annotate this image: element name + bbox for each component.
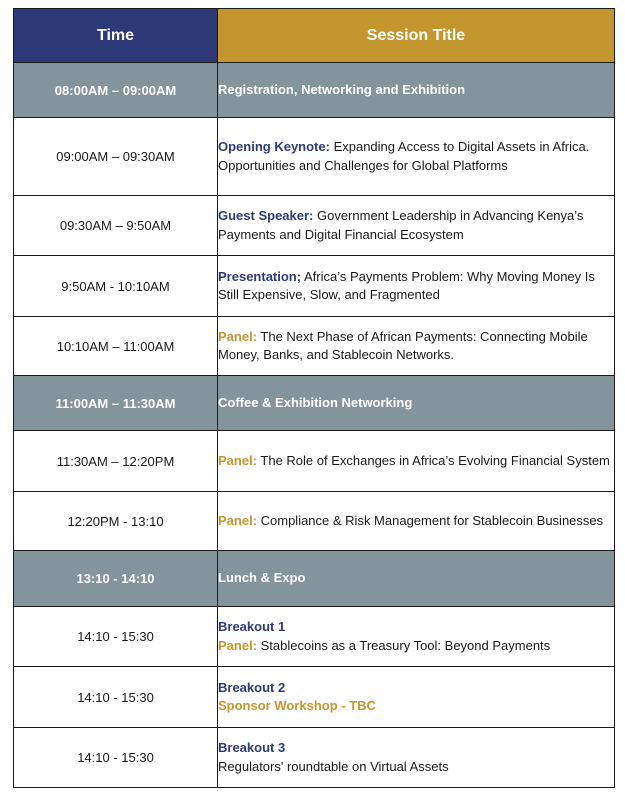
session-description: Stablecoins as a Treasury Tool: Beyond Payments — [257, 637, 551, 653]
header-row — [14, 9, 615, 63]
time-cell: 14:10 - 15:30 — [14, 667, 218, 728]
time-cell: 11:00AM – 11:30AM — [14, 376, 218, 431]
time-cell: 11:30AM – 12:20PM — [14, 431, 218, 492]
break-row — [14, 63, 615, 118]
breakout-label: Breakout 1 — [218, 619, 286, 634]
session-type-label: Panel: — [218, 637, 258, 653]
session-description: Regulators' roundtable on Virtual Assets — [218, 758, 449, 774]
session-description: The Role of Exchanges in Africa’s Evolving Financial System — [257, 452, 610, 468]
session-row — [14, 607, 615, 667]
session-description: The Next Phase of African Payments: Connecting Mobile Money, Banks, and Stablecoin Networks. — [218, 328, 588, 362]
time-cell: 09:00AM – 09:30AM — [14, 118, 218, 196]
session-cell — [218, 431, 615, 492]
session-cell: Lunch & Expo — [218, 551, 615, 607]
break-row — [14, 551, 615, 607]
session-description: Expanding Access to Digital Assets in Africa. Opportunities and Challenges for Global Platforms — [218, 139, 590, 173]
time-header: Time — [14, 9, 218, 63]
session-type-label: Opening Keynote: — [218, 139, 330, 154]
time-cell: 14:10 - 15:30 — [14, 728, 218, 788]
agenda-table — [13, 8, 615, 788]
session-cell: Registration, Networking and Exhibition — [218, 63, 615, 118]
session-row — [14, 118, 615, 196]
session-cell: Coffee & Exhibition Networking — [218, 376, 615, 431]
session-type-label: Panel: — [218, 452, 258, 468]
session-title-header: Session Title — [218, 9, 615, 63]
time-cell: 9:50AM - 10:10AM — [14, 256, 218, 317]
session-cell — [218, 317, 615, 376]
session-cell — [218, 196, 615, 256]
session-type-label: Panel: — [218, 328, 258, 344]
session-type-label: Presentation; — [218, 268, 302, 284]
session-row — [14, 492, 615, 551]
time-cell: 10:10AM – 11:00AM — [14, 317, 218, 376]
time-cell: 14:10 - 15:30 — [14, 607, 218, 667]
session-row — [14, 196, 615, 256]
session-cell — [218, 728, 615, 788]
breakout-label: Breakout 2 — [218, 679, 286, 695]
break-row — [14, 376, 615, 431]
session-cell — [218, 256, 615, 317]
session-description: Compliance & Risk Management for Stablecoin Businesses — [257, 512, 604, 528]
session-row — [14, 728, 615, 788]
time-cell: 12:20PM - 13:10 — [14, 492, 218, 551]
time-cell: 13:10 - 14:10 — [14, 551, 218, 607]
session-cell — [218, 118, 615, 196]
session-type-label: Guest Speaker: — [218, 208, 314, 223]
breakout-label: Breakout 3 — [218, 740, 286, 755]
time-cell: 08:00AM – 09:00AM — [14, 63, 218, 118]
session-cell — [218, 607, 615, 667]
session-cell — [218, 492, 615, 551]
session-description: Sponsor Workshop - TBC — [218, 698, 376, 713]
session-type-label: Panel: — [218, 512, 258, 528]
session-description: Africa’s Payments Problem: Why Moving Money Is Still Expensive, Slow, and Fragmented — [218, 268, 595, 302]
session-description: Government Leadership in Advancing Kenya’s Payments and Digital Financial Ecosystem — [218, 208, 584, 242]
time-cell: 09:30AM – 9:50AM — [14, 196, 218, 256]
session-row — [14, 667, 615, 728]
session-cell — [218, 667, 615, 728]
session-row — [14, 431, 615, 492]
session-row — [14, 317, 615, 376]
session-row — [14, 256, 615, 317]
